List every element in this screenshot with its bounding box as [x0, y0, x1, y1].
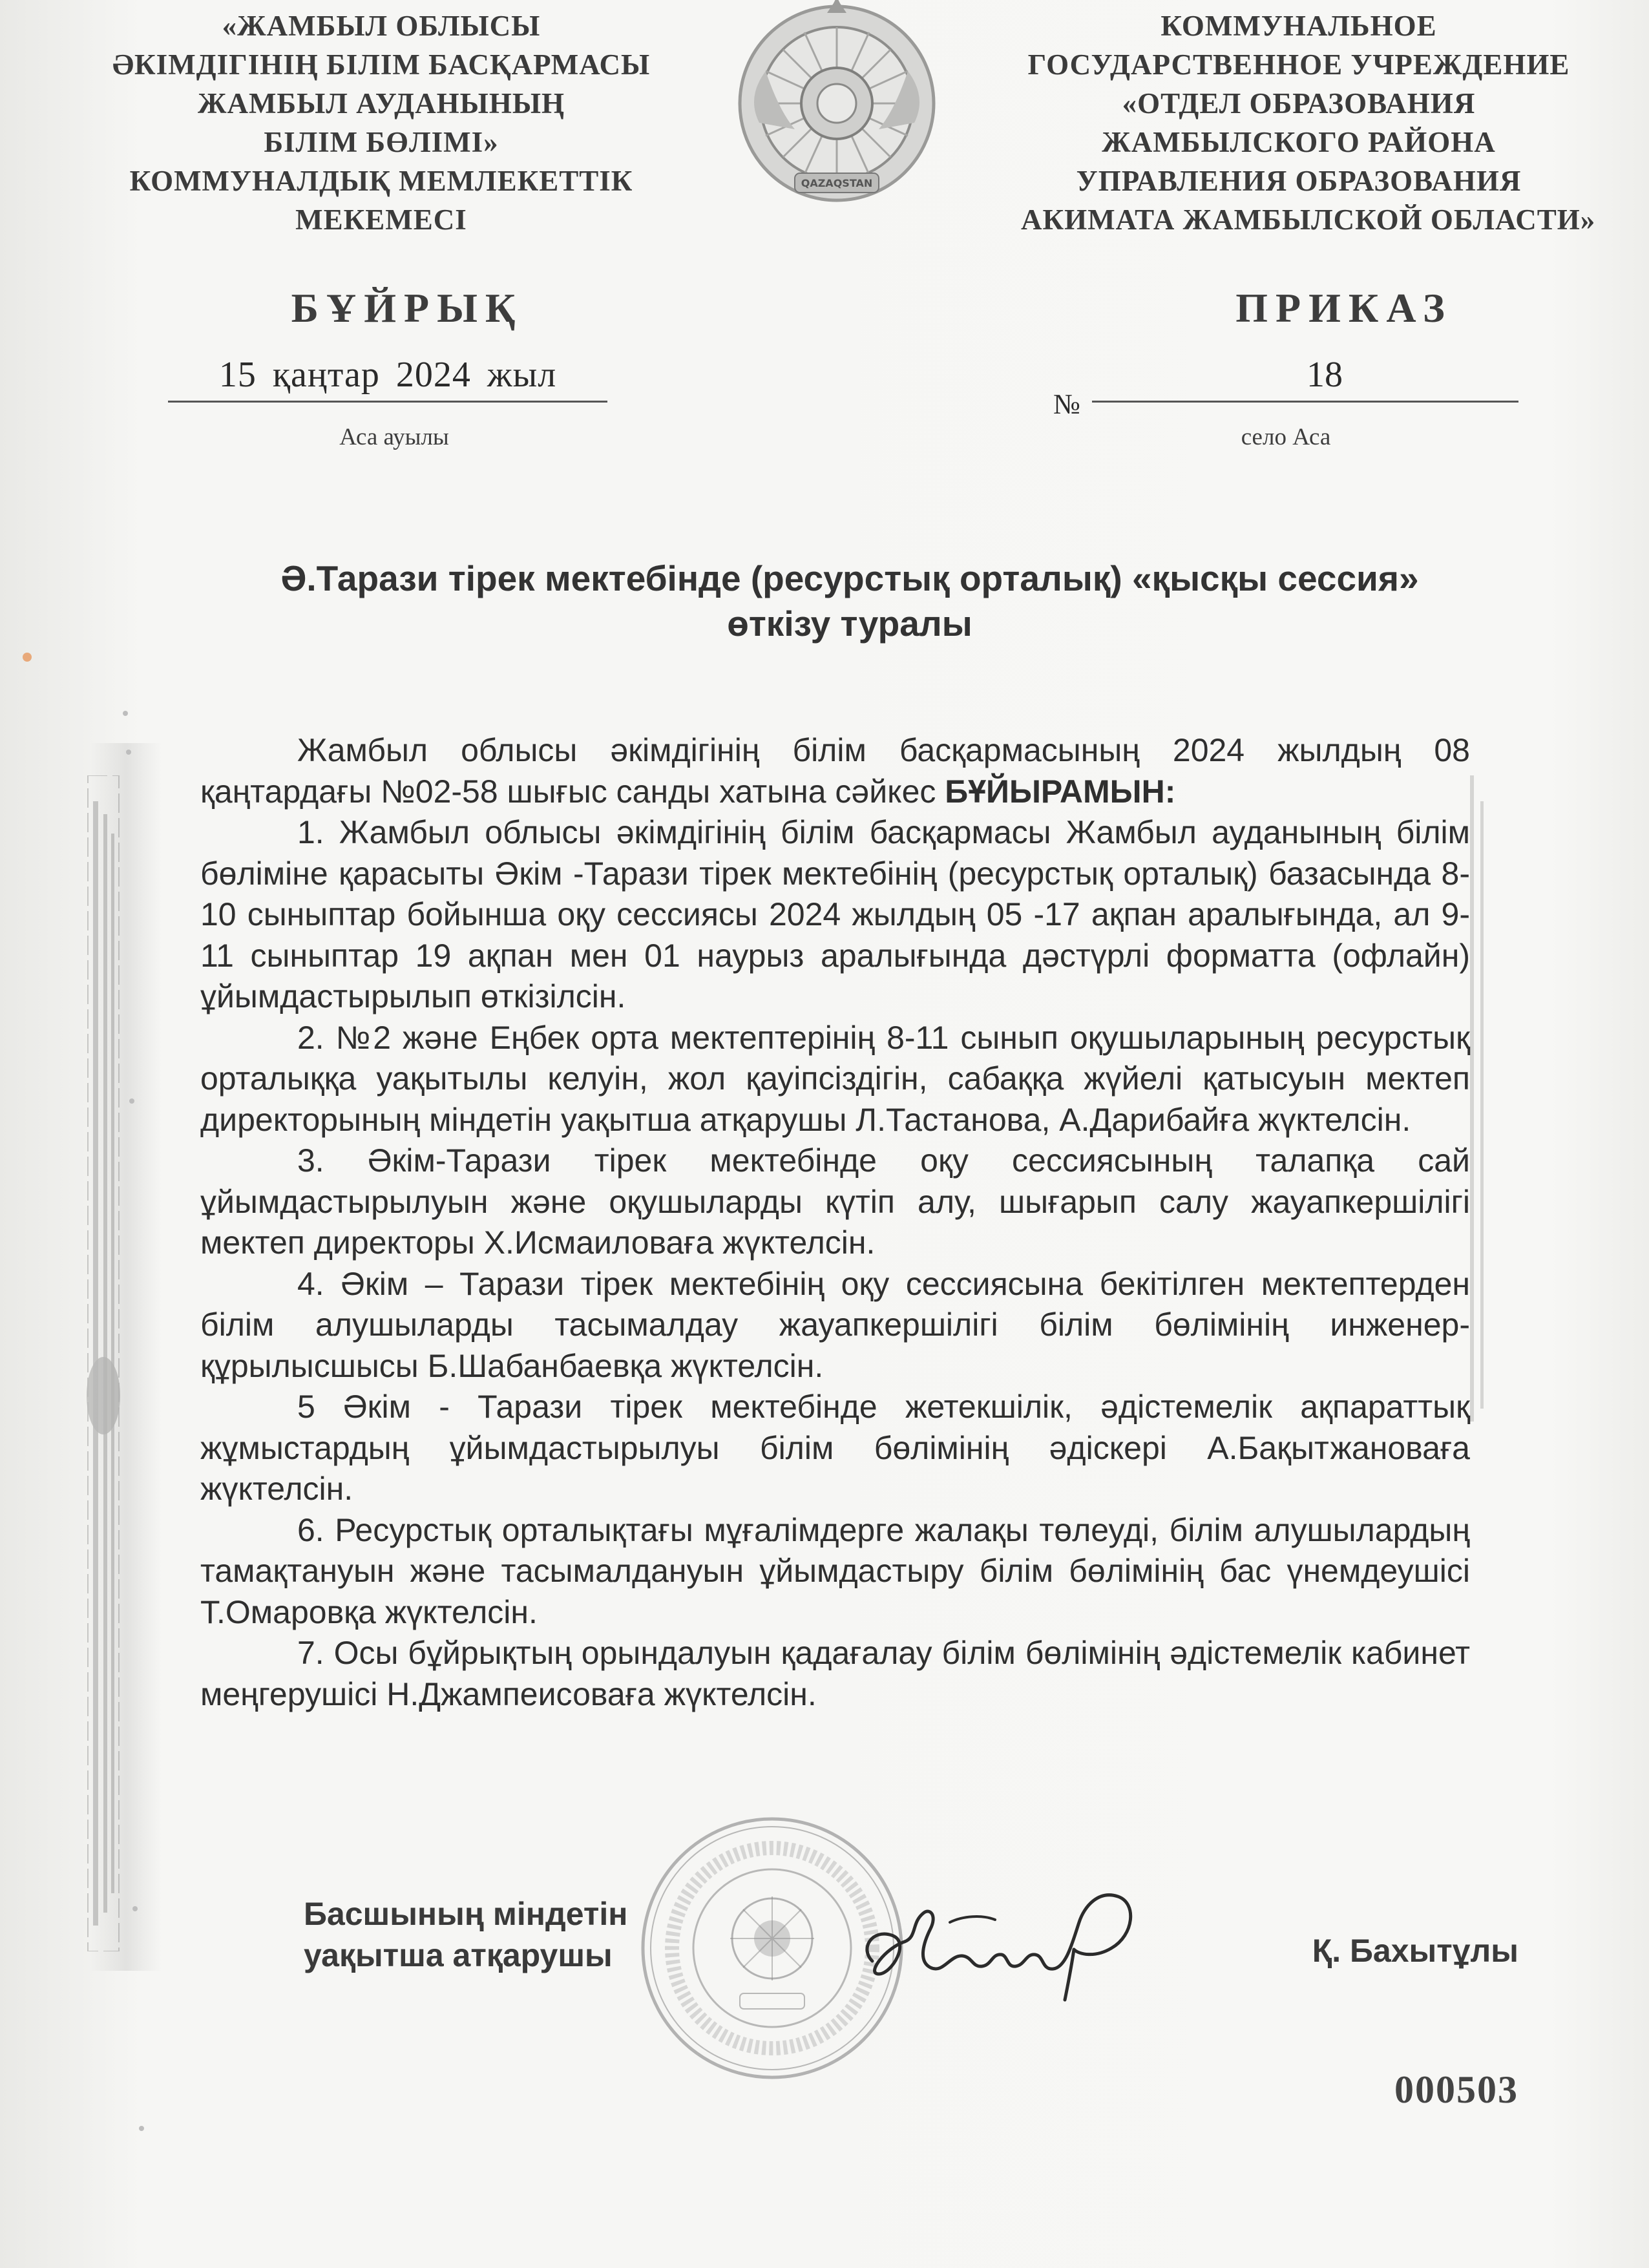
signer-title-line: уақытша атқарушы — [304, 1937, 613, 1973]
order-item: 5 Әкім - Тарази тірек мектебінде жетекшілік, әдістемелік ақпараттық жұмыстардың ұйымдастырылуы білім бөлімінің әдіскері А.Бақытжановаға жүктелсін. — [200, 1389, 1470, 1507]
subject-line: Ә.Тарази тірек мектебінде (ресурстық орталық) «қысқы сессия» — [280, 558, 1419, 598]
vertical-registration-stamp — [84, 775, 123, 1951]
header-right-line: КОММУНАЛЬНОЕ — [1161, 10, 1437, 42]
scan-speck — [132, 1906, 138, 1911]
scan-speck — [126, 750, 131, 755]
header-right-line: ГОСУДАРСТВЕННОЕ УЧРЕЖДЕНИЕ — [1027, 48, 1570, 81]
header-kazakh-institution — [103, 6, 659, 239]
scan-speck — [129, 1098, 134, 1104]
preamble-paragraph — [200, 730, 1470, 812]
state-emblem-icon — [733, 0, 940, 213]
header-right-line: «ОТДЕЛ ОБРАЗОВАНИЯ — [1122, 87, 1476, 120]
handwritten-signature — [834, 1877, 1170, 2006]
header-left-line: КОММУНАЛДЫҚ МЕМЛЕКЕТТІК — [129, 165, 633, 197]
header-right-line: АКИМАТА ЖАМБЫЛСКОЙ ОБЛАСТИ» — [1021, 204, 1596, 236]
order-subject — [220, 556, 1480, 646]
preamble-text: Жамбыл облысы әкімдігінің білім басқармасының 2024 жылдың 08 қаңтардағы №02-58 шығыс санды хатына сәйкес — [200, 732, 1470, 810]
order-item: 6. Ресурстық орталықтағы мұғалімдерге жалақы төлеуді, білім алушылардың тамақтануын және тасымалдануын ұйымдастыру білім бөлімінің бас үнемдеушісі Т.Омаровқа жүктелсін. — [200, 1511, 1470, 1630]
subject-line: өткізу туралы — [727, 604, 972, 644]
order-number: 18 — [1092, 349, 1518, 403]
place-russian: село Аса — [1241, 424, 1331, 450]
doc-title-kazakh: БҰЙРЫҚ — [291, 285, 523, 331]
header-left-line: ЖАМБЫЛ АУДАНЫНЫҢ — [197, 87, 565, 120]
order-item: 3. Әкім-Тарази тірек мектебінде оқу сессиясының талапқа сай ұйымдастырылуын және оқушыларды күтіп алу, шығарып салу жауапкершілігі мектеп директоры Х.Исмаиловаға жүктелсін. — [200, 1142, 1470, 1261]
emblem-label: QAZAQSTAN — [801, 177, 873, 189]
header-right-line: ЖАМБЫЛСКОГО РАЙОНА — [1102, 126, 1496, 158]
order-item: 4. Әкім – Тарази тірек мектебінің оқу сессиясына бекітілген мектептерден білім алушыларды тасымалдау жауапкершілігі білім бөлімінің инженер-құрылысшысы Б.Шабанбаевқа жүктелсін. — [200, 1265, 1470, 1384]
place-kazakh: Аса ауылы — [339, 424, 449, 450]
doc-title-russian: ПРИКАЗ — [1235, 285, 1453, 331]
signer-title — [304, 1893, 666, 1976]
scan-speck — [23, 653, 32, 662]
scan-speck — [139, 2126, 144, 2131]
header-left-line: «ЖАМБЫЛ ОБЛЫСЫ — [222, 10, 541, 42]
order-item: 7. Осы бұйрықтың орындалуын қадағалау білім бөлімінің әдістемелік кабинет меңгерушісі Н.Джампеисоваға жүктелсін. — [200, 1635, 1470, 1712]
order-date: 15 қаңтар 2024 жыл — [168, 349, 607, 403]
order-keyword: БҰЙЫРАМЫН: — [945, 773, 1176, 810]
signer-title-line: Басшының міндетін — [304, 1896, 628, 1932]
header-left-line: БІЛІМ БӨЛІМІ» — [264, 126, 499, 158]
serial-number: 000503 — [1394, 2068, 1518, 2111]
header-left-line: ӘКІМДІГІНІҢ БІЛІМ БАСҚАРМАСЫ — [112, 48, 651, 81]
scan-speck — [123, 711, 128, 716]
signer-name: Қ. Бахытұлы — [1312, 1933, 1518, 1969]
header-russian-institution — [1021, 6, 1596, 239]
number-label: № — [1053, 388, 1080, 420]
order-item: 2. №2 және Еңбек орта мектептерінің 8-11 сынып оқушыларының ресурстық орталыққа уақытылы келуін, жол қауіпсіздігін, сабаққа жүйелі қатысуын мектеп директорының міндетін уақытша атқарушы Л.Тастанова, А.Дарибайға жүктелсін. — [200, 1019, 1470, 1138]
order-body — [200, 730, 1470, 1715]
order-item: 1. Жамбыл облысы әкімдігінің білім басқармасы Жамбыл ауданының білім бөліміне қарасыты Әкім -Тарази тірек мектебінің (ресурстық орталық) базасында 8-10 сыныптар бойынша оқу сессиясы 2024 жылдың 05 -17 ақпан аралығында, ал 9-11 сыныптар 19 ақпан мен 01 наурыз аралығында дәстүрлі форматта (офлайн) ұйымдастырылып өткізілсін. — [200, 814, 1470, 1014]
header-left-line: МЕКЕМЕСІ — [295, 204, 467, 236]
header-right-line: УПРАВЛЕНИЯ ОБРАЗОВАНИЯ — [1076, 165, 1522, 197]
